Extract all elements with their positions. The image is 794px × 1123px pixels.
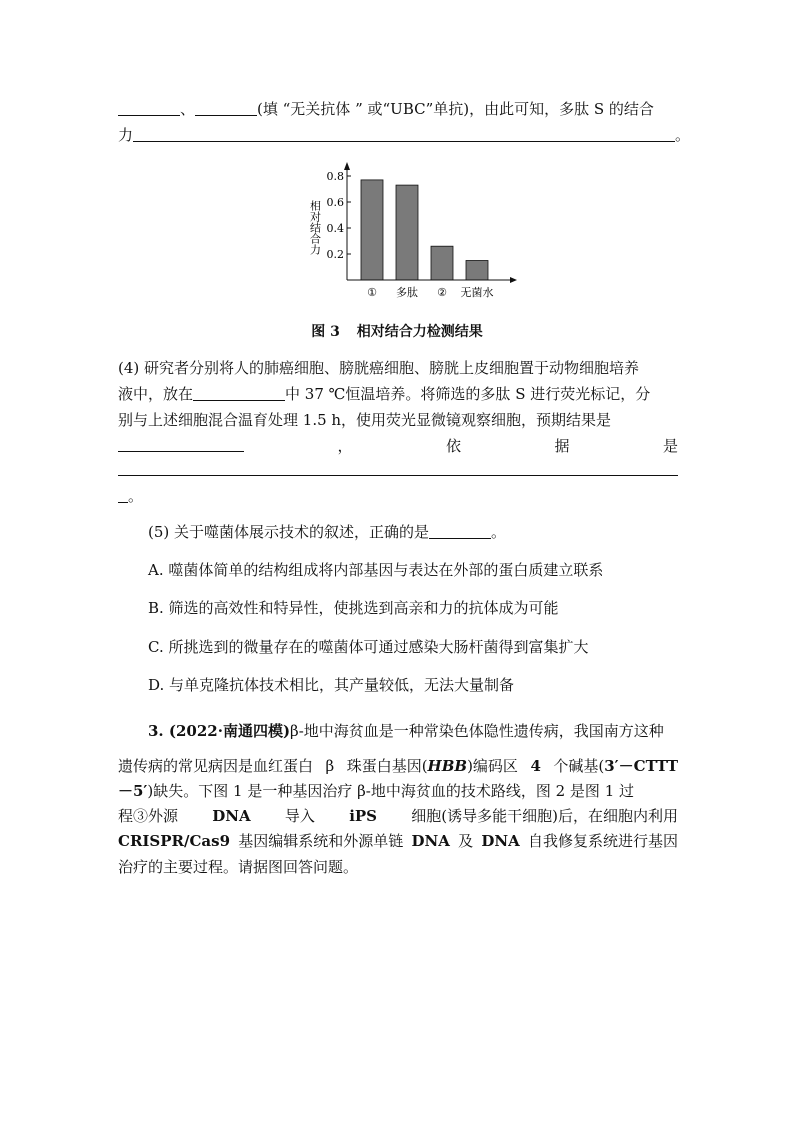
text: 个碱基( bbox=[553, 757, 605, 775]
q3-line-4 bbox=[118, 805, 678, 827]
q2-line-2-end: 。 bbox=[675, 126, 691, 144]
y-tick-label: 0.8 bbox=[326, 170, 344, 183]
text: β bbox=[325, 757, 335, 775]
base-sequence-end: －5′ bbox=[118, 782, 148, 800]
q4-line-2 bbox=[118, 383, 678, 405]
text: DNA bbox=[212, 807, 251, 825]
q2-line-1-text: (填 “无关抗体 ” 或“UBC”单抗)，由此可知，多肽 S 的结合 bbox=[257, 100, 654, 118]
answer-blank[interactable] bbox=[118, 459, 678, 476]
q3-line-6: 治疗的主要过程。请据图回答问题。 bbox=[118, 858, 359, 876]
q4-line-3: 别与上述细胞混合温育处理 1.5 h，使用荧光显微镜观察细胞，预期结果是 bbox=[118, 411, 612, 429]
y-tick-label: 0.4 bbox=[326, 222, 344, 235]
x-tick-label: ② bbox=[437, 286, 447, 299]
text: 导入 bbox=[284, 807, 315, 825]
y-tick-label: 0.6 bbox=[326, 196, 344, 209]
text bbox=[347, 755, 518, 777]
text: DNA bbox=[411, 832, 450, 850]
option-a[interactable]: A. 噬菌体简单的结构组成将内部基因与表达在外部的蛋白质建立联系 bbox=[148, 561, 604, 579]
text bbox=[553, 755, 678, 777]
x-tick-label: 多肽 bbox=[396, 286, 418, 299]
x-tick-label: ① bbox=[367, 286, 377, 299]
separator: 、 bbox=[180, 100, 196, 118]
option-c[interactable]: C. 所挑选到的微量存在的噬菌体可通过感染大肠杆菌得到富集扩大 bbox=[148, 638, 589, 656]
bar bbox=[466, 261, 488, 281]
text: 程③外源 bbox=[118, 807, 179, 825]
text: 细胞(诱导多能干细胞)后，在细胞内利用 bbox=[411, 807, 678, 825]
figure-label: 图 3 bbox=[311, 324, 340, 340]
answer-blank[interactable] bbox=[118, 99, 180, 116]
comma: ， bbox=[337, 437, 353, 455]
q3-line-1-text: β-地中海贫血是一种常染色体隐性遗传病，我国南方这种 bbox=[290, 722, 664, 740]
q4-line-4 bbox=[118, 435, 678, 457]
text: 珠蛋白基因( bbox=[346, 757, 428, 775]
text: iPS bbox=[349, 807, 377, 825]
answer-blank[interactable] bbox=[133, 125, 675, 142]
x-tick-label: 无菌水 bbox=[460, 286, 494, 299]
q3-line-2 bbox=[118, 755, 678, 777]
answer-blank[interactable] bbox=[195, 99, 257, 116]
q3-line-3 bbox=[118, 780, 678, 802]
q3-line-1 bbox=[148, 720, 678, 742]
figure-caption bbox=[0, 321, 794, 341]
base-sequence: 3′－CTTT bbox=[604, 757, 678, 775]
text: 4 bbox=[530, 757, 541, 775]
q5-stem-end: 。 bbox=[491, 523, 507, 541]
y-tick-label: 0.2 bbox=[326, 248, 344, 261]
q2-line-2-prefix: 力 bbox=[118, 126, 134, 144]
text: DNA bbox=[481, 832, 520, 850]
q4-line-6 bbox=[118, 485, 678, 507]
word: 依 bbox=[445, 437, 461, 455]
text: 自我修复系统进行基因 bbox=[527, 832, 678, 850]
q2-line-1 bbox=[118, 98, 678, 120]
answer-blank[interactable] bbox=[193, 384, 285, 401]
text: )缺失。下图 1 是一种基因治疗 β-地中海贫血的技术路线，图 2 是图 1 过 bbox=[147, 782, 635, 800]
bar bbox=[396, 185, 418, 280]
y-axis-label: 相对结合力 bbox=[308, 200, 322, 255]
q4-line-5 bbox=[118, 458, 678, 480]
option-b[interactable]: B. 筛选的高效性和特异性，使挑选到高亲和力的抗体成为可能 bbox=[148, 599, 559, 617]
text: 基因编辑系统和外源单链 bbox=[238, 832, 404, 850]
q4-line-2-b: 中 37 ℃恒温培养。将筛选的多肽 S 进行荧光标记，分 bbox=[285, 385, 651, 403]
y-axis-arrow bbox=[344, 162, 350, 170]
q4-line-2-a: 液中，放在 bbox=[118, 385, 194, 403]
text: CRISPR/Cas9 bbox=[118, 832, 231, 850]
q3-line-5 bbox=[118, 830, 678, 852]
q3-source: 3. (2022·南通四模) bbox=[148, 722, 291, 740]
answer-blank[interactable] bbox=[118, 486, 128, 503]
word: 是 bbox=[662, 437, 678, 455]
answer-blank[interactable] bbox=[429, 522, 491, 539]
text: 遗传病的常见病因是血红蛋白 bbox=[118, 757, 314, 775]
bar bbox=[431, 246, 453, 280]
figure-title: 相对结合力检测结果 bbox=[356, 324, 483, 340]
q4-line-1: (4) 研究者分别将人的肺癌细胞、膀胱癌细胞、膀胱上皮细胞置于动物细胞培养 bbox=[118, 359, 640, 377]
bar bbox=[361, 180, 383, 280]
option-d[interactable]: D. 与单克隆抗体技术相比，其产量较低，无法大量制备 bbox=[148, 676, 515, 694]
word: 据 bbox=[554, 437, 570, 455]
q4-line-6-end: 。 bbox=[128, 487, 144, 505]
bar-chart bbox=[305, 160, 525, 300]
x-axis-arrow bbox=[510, 277, 517, 283]
q2-line-2 bbox=[118, 124, 691, 146]
q5-stem-text: (5) 关于噬菌体展示技术的叙述，正确的是 bbox=[148, 523, 430, 541]
q5-stem bbox=[148, 521, 506, 543]
answer-blank[interactable] bbox=[118, 435, 244, 452]
gene-name: HBB bbox=[427, 757, 468, 775]
text: 及 bbox=[458, 832, 474, 850]
text: )编码区 bbox=[467, 757, 518, 775]
